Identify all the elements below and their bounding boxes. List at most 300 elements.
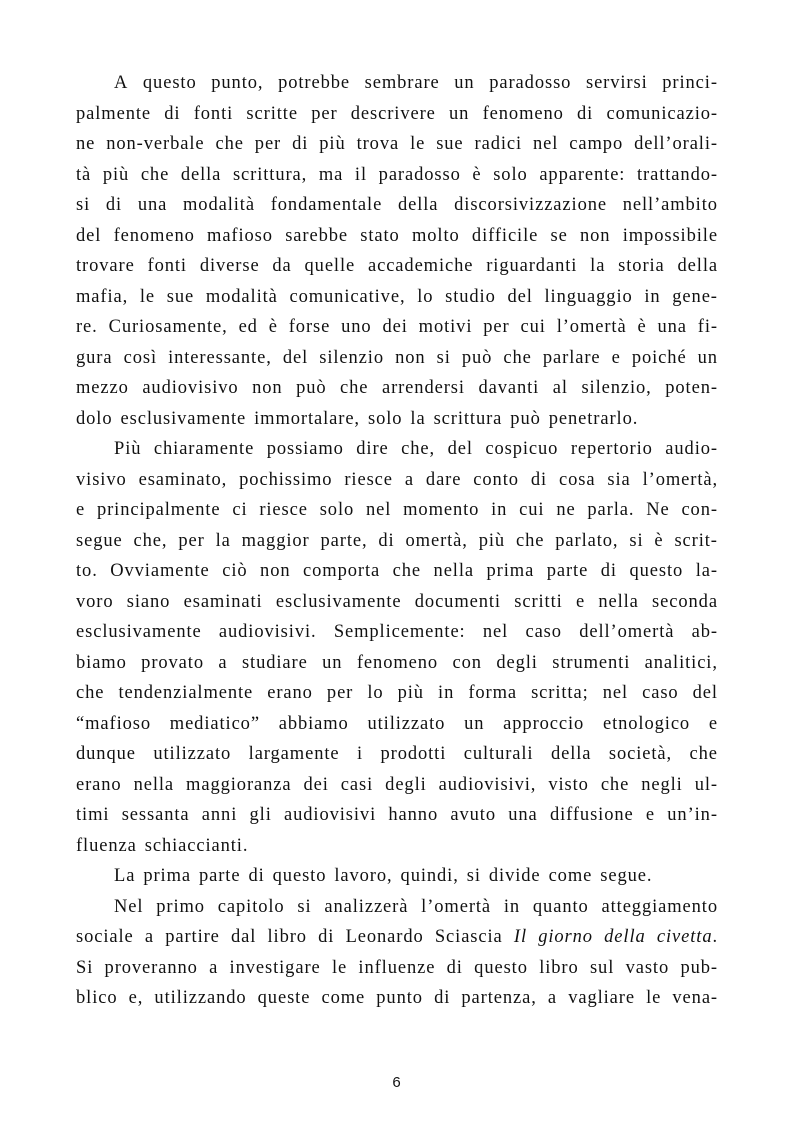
word: divide <box>488 866 541 886</box>
word: dolo <box>76 408 113 429</box>
word: seconda <box>652 591 718 612</box>
word: che <box>515 530 545 551</box>
word: di <box>105 195 123 215</box>
word: che <box>140 164 170 185</box>
word: prodotti <box>380 744 447 764</box>
word <box>538 922 593 953</box>
word: non <box>395 347 426 368</box>
word: penetrarlo. <box>548 408 639 429</box>
word: vasto <box>625 957 670 978</box>
word: libro <box>539 957 579 978</box>
word: influenze <box>358 957 436 978</box>
italic-title: Il <box>513 927 527 947</box>
word: difficile <box>471 225 539 246</box>
word: apparente: <box>539 164 626 185</box>
word: solo <box>319 500 355 520</box>
word: nella <box>598 591 639 612</box>
text-line <box>76 373 718 404</box>
word: non <box>260 561 291 581</box>
text-line <box>76 526 718 557</box>
word: si <box>629 530 644 551</box>
word: utilizzando <box>154 988 247 1008</box>
word: cui <box>520 317 546 337</box>
word: libro <box>267 927 307 947</box>
word: che, <box>401 439 436 459</box>
word: vagliare <box>568 988 635 1008</box>
text-line <box>76 221 718 252</box>
word: campo <box>569 134 624 154</box>
text-line <box>76 160 718 191</box>
word: riesce <box>344 469 393 490</box>
word: a <box>404 469 414 490</box>
word: erano <box>267 683 313 703</box>
word: motivi <box>418 317 473 337</box>
word: investigare <box>229 957 321 978</box>
word: timi <box>76 805 110 825</box>
word: sue <box>166 286 195 307</box>
word: immortalare, <box>254 408 360 429</box>
word: maggior <box>241 530 310 551</box>
word: che <box>340 378 369 398</box>
word: del <box>447 439 473 459</box>
word: esclusivamente <box>275 591 402 612</box>
word: e <box>76 500 86 520</box>
word: che <box>503 347 532 368</box>
word: se <box>550 225 568 246</box>
word: un’in- <box>667 805 718 825</box>
word: fonti <box>147 256 187 276</box>
word: potrebbe <box>278 73 350 93</box>
word: e <box>645 805 656 825</box>
text-line <box>76 709 718 740</box>
text-line <box>76 831 718 862</box>
word: erano <box>76 774 122 795</box>
word: quindi, <box>400 866 459 886</box>
word: maggioranza <box>186 774 292 795</box>
word: che <box>600 774 630 795</box>
word: degli <box>385 774 427 795</box>
word: fenomeno <box>113 225 195 246</box>
word: con <box>452 652 482 673</box>
word: studiare <box>241 652 308 673</box>
word: in <box>491 500 508 520</box>
word: etnologico <box>602 713 691 734</box>
word: la- <box>695 561 718 581</box>
word: “mafioso <box>76 713 152 734</box>
word: dell’omertà <box>579 622 675 642</box>
word: negli <box>641 774 683 795</box>
word: di <box>530 469 548 490</box>
word: l’omertà, <box>642 469 718 490</box>
word: una <box>508 805 538 825</box>
word: cosa <box>558 469 596 490</box>
word: palmente <box>76 103 152 124</box>
word: a <box>144 927 154 947</box>
word: con- <box>681 500 718 520</box>
word: diverse <box>199 256 260 276</box>
word: accademiche <box>367 256 474 276</box>
word: provato <box>141 652 204 673</box>
word: strumenti <box>552 652 631 673</box>
word: riguardanti <box>486 256 578 276</box>
word: del <box>282 347 309 368</box>
word: Ne <box>646 500 670 520</box>
word: chiaramente <box>153 439 255 459</box>
text-line <box>76 404 718 435</box>
word: sue <box>436 134 464 154</box>
word: possiamo <box>266 439 344 459</box>
word: forma <box>468 683 517 703</box>
word: momento <box>403 500 480 520</box>
word: di <box>577 103 594 124</box>
word: arrendersi <box>381 378 465 398</box>
word: utilizzato <box>153 744 232 764</box>
italic-title: civetta <box>656 927 713 947</box>
word: audiovisivo <box>142 378 239 398</box>
word: per <box>483 317 510 337</box>
word: mafia, <box>76 286 129 307</box>
word: re. <box>76 317 98 337</box>
word: in <box>644 286 661 307</box>
word: impossibile <box>622 225 718 246</box>
word: schiaccianti. <box>144 835 249 856</box>
word: una <box>137 195 168 215</box>
word: della <box>397 195 439 215</box>
word: sembrare <box>364 73 440 93</box>
word: trovare <box>76 256 135 276</box>
word: fluenza <box>76 835 137 856</box>
word: lo <box>367 683 384 703</box>
text-line <box>76 587 718 618</box>
text-line <box>76 953 718 984</box>
word: partire <box>165 927 220 947</box>
word: di <box>434 988 451 1008</box>
word: si <box>76 195 91 215</box>
text-line <box>76 129 718 160</box>
word: ed <box>238 317 258 337</box>
word: conto <box>473 469 519 490</box>
word: sia <box>607 469 631 490</box>
word: una <box>657 317 687 337</box>
word: e, <box>128 988 144 1008</box>
word: di <box>378 530 395 551</box>
word: storia <box>618 256 665 276</box>
text-line <box>76 495 718 526</box>
word: è <box>637 317 647 337</box>
word: nel <box>365 500 392 520</box>
word: a <box>218 652 228 673</box>
word: fonti <box>193 103 234 124</box>
word: ab- <box>691 622 718 642</box>
word: si <box>297 896 312 917</box>
word: per <box>178 530 205 551</box>
word: audiovisivi, <box>438 774 537 795</box>
word: un <box>454 73 475 93</box>
word: audiovisivi. <box>218 622 317 642</box>
word: si <box>436 347 451 368</box>
word: si <box>466 866 481 886</box>
word: questo <box>142 73 197 93</box>
word: molto <box>411 225 460 246</box>
word: Più <box>114 439 142 459</box>
text-line <box>76 678 718 709</box>
word: scrittura, <box>232 164 308 185</box>
word: visto <box>548 774 589 795</box>
page-body <box>76 68 718 1014</box>
word: un <box>697 347 718 368</box>
word: più <box>397 683 424 703</box>
word: quanto <box>532 896 589 917</box>
word: paradosso <box>378 164 461 185</box>
word: i <box>356 744 364 764</box>
word: come <box>548 866 593 886</box>
word: dal <box>230 927 257 947</box>
word: poten- <box>665 378 718 398</box>
word: visivo <box>76 469 127 490</box>
word: di <box>292 134 309 154</box>
word: è <box>472 164 482 185</box>
word: per <box>311 103 338 124</box>
word: la <box>410 408 426 429</box>
word: dei <box>303 774 329 795</box>
word: parte, <box>320 530 368 551</box>
word: segue <box>76 530 123 551</box>
word: sul <box>589 957 615 978</box>
word: di <box>446 957 463 978</box>
word: culturali <box>463 744 534 764</box>
text-line <box>76 556 718 587</box>
word: di <box>164 103 181 124</box>
word: le <box>646 988 662 1008</box>
word: linguaggio <box>544 286 633 307</box>
text-line <box>76 312 718 343</box>
text-line <box>76 800 718 831</box>
word: lavoro, <box>334 866 393 886</box>
text-line <box>76 99 718 130</box>
word: ne <box>76 134 96 154</box>
word: questo <box>474 957 528 978</box>
word: e <box>708 713 718 734</box>
word: le <box>410 134 426 154</box>
word: è <box>654 530 664 551</box>
word: dare <box>425 469 462 490</box>
word: la <box>590 256 606 276</box>
word: della <box>180 164 222 185</box>
word: trattando- <box>637 164 718 185</box>
word: e <box>575 591 586 612</box>
word: repertorio <box>570 439 653 459</box>
word: blico <box>76 988 118 1008</box>
word: dire <box>356 439 389 459</box>
text-line <box>76 770 718 801</box>
word: dei <box>382 317 408 337</box>
word: ci <box>232 500 248 520</box>
word: biamo <box>76 652 127 673</box>
word: come <box>321 988 366 1008</box>
word: A <box>114 73 129 93</box>
word: partenza, <box>461 988 537 1008</box>
word: non <box>580 225 611 246</box>
word: della <box>677 256 718 276</box>
word: mezzo <box>76 378 129 398</box>
text-line <box>76 983 718 1014</box>
word: largamente <box>248 744 340 764</box>
word: discorsivizzazione <box>454 195 607 215</box>
text-line <box>76 343 718 374</box>
word: abbiamo <box>278 713 349 734</box>
word: comunicazio- <box>606 103 718 124</box>
word: esaminato, <box>138 469 228 490</box>
text-line <box>76 922 718 953</box>
word: cospicuo <box>485 439 559 459</box>
word: nella <box>133 774 175 795</box>
word: degli <box>496 652 538 673</box>
word <box>604 922 646 953</box>
word: del <box>692 683 718 703</box>
word: principalmente <box>96 500 221 520</box>
word: nel <box>482 622 509 642</box>
italic-title: della <box>604 927 646 947</box>
word: civetta. <box>656 927 718 947</box>
word: voro <box>76 591 114 612</box>
word: interessante, <box>168 347 272 368</box>
word: che <box>215 134 244 154</box>
word: Semplicemente: <box>333 622 466 642</box>
word: caso <box>642 683 679 703</box>
word: può <box>510 408 541 429</box>
word: dunque <box>76 744 136 764</box>
word: vena- <box>672 988 718 1008</box>
word: è <box>268 317 278 337</box>
text-line <box>76 892 718 923</box>
word: anni <box>201 805 238 825</box>
word: fenomeno <box>482 103 564 124</box>
word: ul- <box>694 774 718 795</box>
page-number: 6 <box>392 1074 401 1091</box>
word: queste <box>257 988 311 1008</box>
word: ne <box>556 500 576 520</box>
word: ma <box>318 164 344 185</box>
word: scrittura <box>433 408 503 429</box>
word: parlato, <box>555 530 619 551</box>
word: capitolo <box>217 896 285 917</box>
word: Curiosamente, <box>108 317 228 337</box>
word: analitici, <box>644 652 718 673</box>
word: sarebbe <box>285 225 348 246</box>
word: pochissimo <box>239 469 333 490</box>
text-line <box>76 434 718 465</box>
word: Si <box>76 957 94 978</box>
text-line <box>76 282 718 313</box>
word: comporta <box>303 561 381 581</box>
word: che <box>689 744 718 764</box>
word: utilizzato <box>367 713 446 734</box>
word: scritta; <box>531 683 589 703</box>
word: scritte <box>246 103 298 124</box>
word: più <box>102 164 130 185</box>
word: solo <box>367 408 403 429</box>
word: Leonardo <box>345 927 424 947</box>
word: audio- <box>665 439 718 459</box>
word: a <box>209 957 219 978</box>
word: che <box>76 683 105 703</box>
word: La <box>114 866 136 886</box>
word: Ovviamente <box>110 561 210 581</box>
word: descrivere <box>350 103 436 124</box>
word: della <box>550 744 592 764</box>
word: fenomeno <box>356 652 439 673</box>
word: le <box>139 286 156 307</box>
word: prima <box>143 866 191 886</box>
word: di <box>318 927 335 947</box>
word: siano <box>126 591 171 612</box>
word: da <box>272 256 292 276</box>
word: società, <box>608 744 673 764</box>
text-line <box>76 190 718 221</box>
word: radici <box>474 134 523 154</box>
word: fondamentale <box>270 195 383 215</box>
word: scritti <box>514 591 563 612</box>
word: approccio <box>503 713 585 734</box>
word: caso <box>525 622 562 642</box>
word: Sciascia <box>434 927 503 947</box>
word: poiché <box>631 347 687 368</box>
word: di <box>600 561 617 581</box>
word: punto, <box>211 73 264 93</box>
word: ciò <box>222 561 248 581</box>
word: nella <box>433 561 474 581</box>
word: davanti <box>478 378 540 398</box>
text-line <box>76 617 718 648</box>
word: sociale <box>76 927 134 947</box>
word: mediatico” <box>169 713 260 734</box>
word: hanno <box>388 805 439 825</box>
word: mafioso <box>207 225 273 246</box>
word: Nel <box>114 896 144 917</box>
word: il <box>354 164 368 185</box>
word: esclusivamente <box>120 408 247 429</box>
word: diffusione <box>549 805 634 825</box>
word: silenzio <box>319 347 384 368</box>
word: lo <box>417 286 434 307</box>
word: esaminati <box>183 591 263 612</box>
word: che, <box>133 530 168 551</box>
word: nel <box>533 134 559 154</box>
word: analizzerà <box>324 896 409 917</box>
word: più <box>319 134 346 154</box>
word: proveranno <box>104 957 198 978</box>
word: solo <box>493 164 528 185</box>
word: modalità <box>183 195 255 215</box>
word: l’omertà <box>421 896 492 917</box>
word: tà <box>76 164 92 185</box>
word: forse <box>288 317 331 337</box>
italic-title: giorno <box>538 927 593 947</box>
word: per <box>326 683 354 703</box>
word: del <box>507 286 533 307</box>
text-line <box>76 739 718 770</box>
word: gura <box>76 347 113 368</box>
word: gli <box>249 805 272 825</box>
word: parla. <box>587 500 635 520</box>
word: può <box>296 378 327 398</box>
word: avuto <box>450 805 496 825</box>
word: non <box>252 378 283 398</box>
word: la <box>215 530 231 551</box>
word: documenti <box>414 591 501 612</box>
text-line <box>76 861 718 892</box>
word: e <box>611 347 621 368</box>
